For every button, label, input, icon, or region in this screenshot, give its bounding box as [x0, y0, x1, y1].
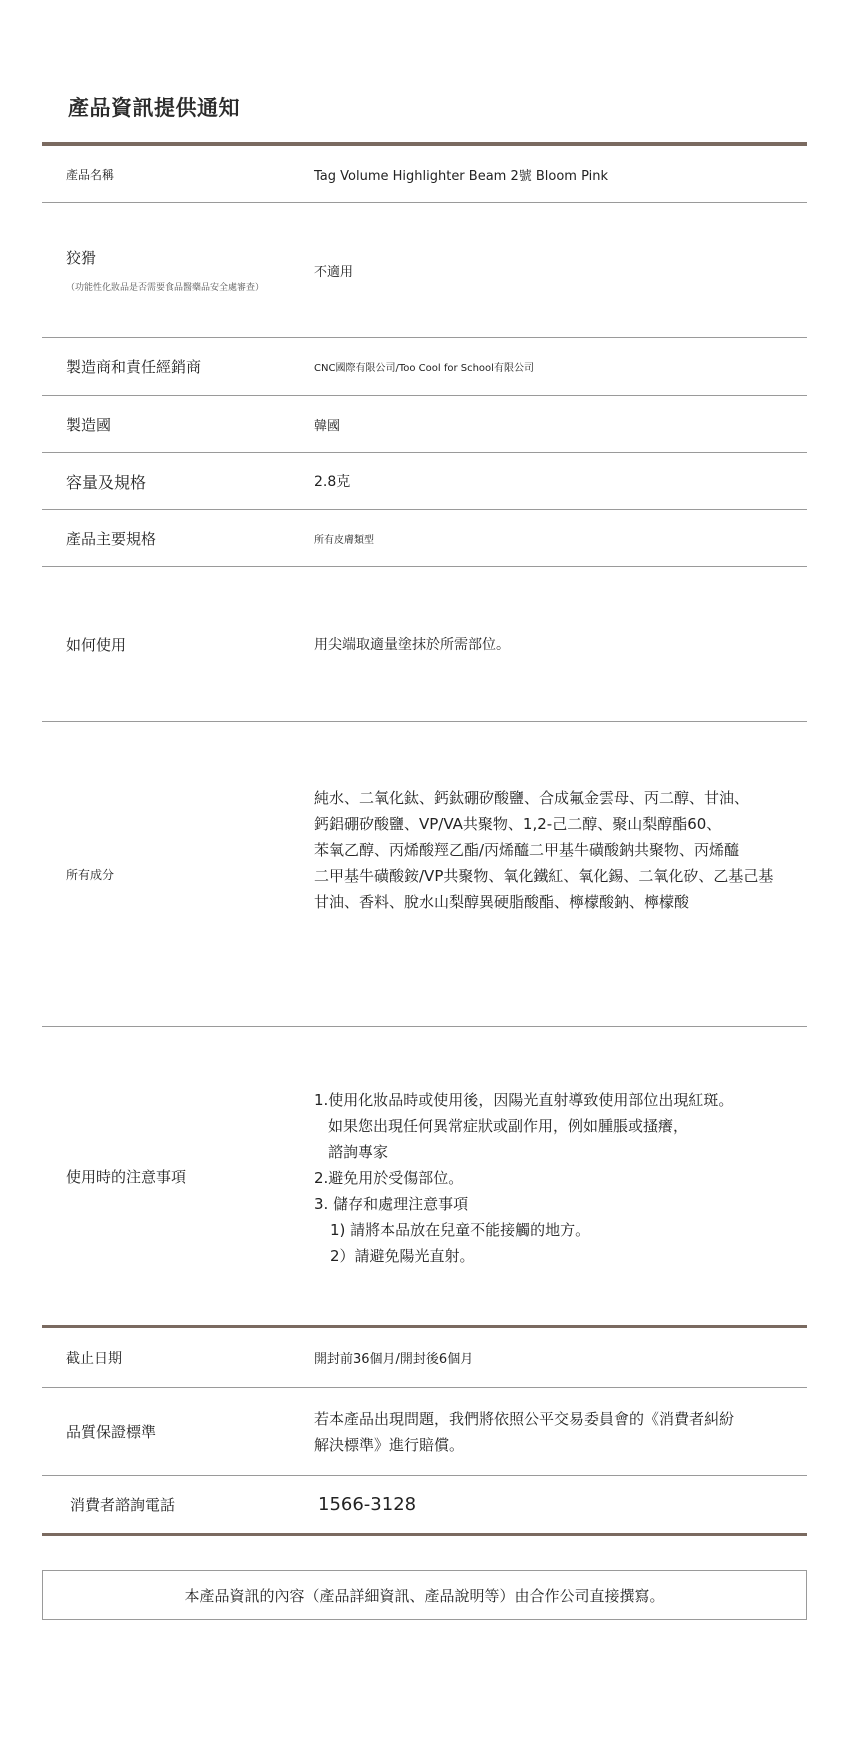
row-functional	[42, 203, 807, 338]
label-phone: 消費者諮詢電話	[70, 1496, 176, 1514]
caution-line: 3. 儲存和處理注意事項	[314, 1195, 469, 1213]
row-product-name	[42, 146, 807, 203]
value-usage: 用尖端取適量塗抹於所需部位。	[314, 637, 510, 653]
label-capacity: 容量及規格	[66, 472, 147, 492]
value-country: 韓國	[314, 418, 341, 434]
ingredients-line: 苯氧乙醇、丙烯酸羥乙酯/丙烯醯二甲基牛磺酸鈉共聚物、丙烯醯	[314, 841, 740, 859]
value-phone: 1566-3128	[318, 1494, 417, 1515]
value-caution	[314, 1027, 797, 1325]
partner-notice: 本產品資訊的內容（產品詳細資訊、產品說明等）由合作公司直接撰寫。	[42, 1570, 807, 1620]
label-quality-standard: 品質保證標準	[66, 1423, 157, 1441]
value-quality-standard	[314, 1388, 797, 1475]
caution-line: 2）請避免陽光直射。	[330, 1247, 475, 1265]
ingredients-line: 鈣鋁硼矽酸鹽、VP/VA共聚物、1,2-己二醇、聚山梨醇酯60、	[314, 815, 722, 833]
label-functional-title: 狡猾	[66, 249, 97, 267]
ingredients-line: 純水、二氧化鈦、鈣鈦硼矽酸鹽、合成氟金雲母、丙二醇、甘油、	[314, 789, 750, 807]
row-manufacturer	[42, 338, 807, 396]
label-main-spec: 產品主要規格	[66, 529, 157, 548]
value-capacity: 2.8克	[314, 474, 351, 490]
row-quality-standard	[42, 1388, 807, 1476]
row-usage	[42, 567, 807, 722]
caution-line: 1) 請將本品放在兒童不能接觸的地方。	[330, 1221, 591, 1239]
quality-line: 若本產品出現問題，我們將依照公平交易委員會的《消費者糾紛	[314, 1409, 735, 1428]
label-usage: 如何使用	[66, 635, 127, 654]
row-expiry	[42, 1328, 807, 1388]
label-product-name: 產品名稱	[66, 167, 115, 182]
value-ingredients	[314, 722, 797, 1026]
label-functional-sub: （功能性化妝品是否需要食品醫藥品安全處審查）	[66, 283, 265, 293]
page-title: 產品資訊提供通知	[68, 96, 240, 120]
label-country: 製造國	[66, 415, 112, 434]
ingredients-line: 二甲基牛磺酸銨/VP共聚物、氧化鐵紅、氧化錫、二氧化矽、乙基己基	[314, 867, 774, 885]
value-functional: 不適用	[314, 264, 354, 280]
caution-line: 如果您出現任何異常症狀或副作用，例如腫脹或搔癢，	[328, 1117, 689, 1135]
row-country	[42, 396, 807, 453]
row-ingredients	[42, 722, 807, 1027]
value-product-name: Tag Volume Highlighter Beam 2號 Bloom Pink	[314, 168, 609, 184]
value-main-spec: 所有皮膚類型	[314, 534, 374, 546]
caution-line: 1.使用化妝品時或使用後，因陽光直射導致使用部位出現紅斑。	[314, 1091, 734, 1109]
caution-line: 2.避免用於受傷部位。	[314, 1169, 464, 1187]
label-caution: 使用時的注意事項	[66, 1167, 187, 1186]
row-phone	[42, 1476, 807, 1533]
row-main-spec	[42, 510, 807, 567]
label-manufacturer: 製造商和責任經銷商	[66, 358, 202, 376]
caution-line: 諮詢專家	[328, 1143, 389, 1161]
table-bottom-divider	[42, 1533, 807, 1536]
quality-line: 解決標準》進行賠償。	[314, 1435, 465, 1454]
value-expiry: 開封前36個月/開封後6個月	[314, 1352, 474, 1367]
row-caution	[42, 1027, 807, 1325]
label-functional	[66, 203, 264, 337]
value-manufacturer: CNC國際有限公司/Too Cool for School有限公司	[314, 363, 534, 374]
row-capacity	[42, 453, 807, 510]
label-expiry: 截止日期	[66, 1350, 122, 1367]
label-ingredients: 所有成分	[66, 867, 115, 882]
ingredients-line: 甘油、香料、脫水山梨醇異硬脂酸酯、檸檬酸鈉、檸檬酸	[314, 893, 690, 911]
